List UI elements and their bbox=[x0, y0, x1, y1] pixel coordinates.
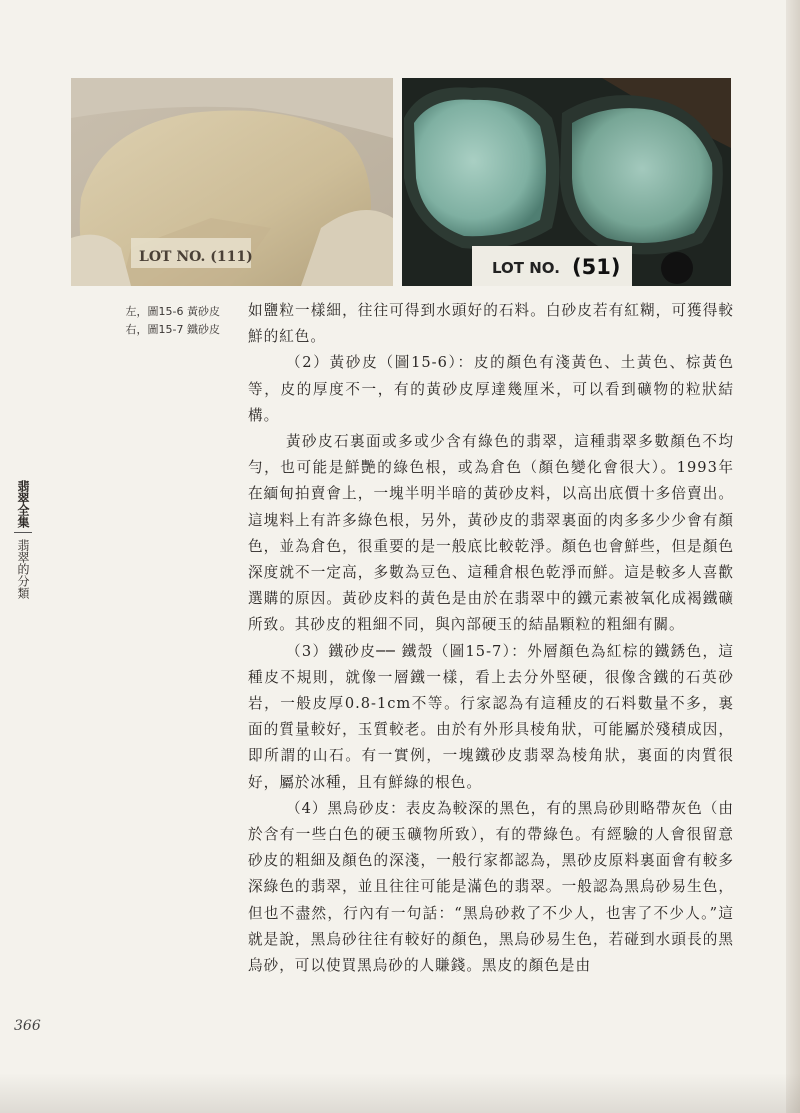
page-number: 366 bbox=[14, 1018, 41, 1034]
iron-sand-skin-image bbox=[402, 78, 731, 286]
bottom-shadow bbox=[0, 1073, 800, 1113]
side-tab bbox=[14, 480, 32, 599]
caption-right: 右，圖15-7 鐵砂皮 bbox=[125, 323, 220, 336]
yellow-sand-skin-image bbox=[71, 78, 393, 286]
paragraph-iron-sand-skin: （3）鐵砂皮── 鐵殼（圖15-7）：外層顏色為紅棕的鐵銹色，這種皮不規則，就像一層鐵一樣，看上去分外堅硬，很像含鐵的石英砂岩，一般皮厚0.8-1cm不等。行家認為有這種皮的石料數量不多，裏面的質量較好，玉質較老。由於有外形具棱角狀，可能屬於殘積成因，即所謂的山石。有一實例，一塊鐵砂皮翡翠為棱角狀，裏面的肉質很好，屬於冰種，且有鮮綠的根色。 bbox=[248, 642, 734, 791]
paragraph-white-sand-cont: 如鹽粒一樣細，往往可得到水頭好的石料。白砂皮若有紅糊，可獲得較鮮的紅色。 bbox=[248, 302, 734, 346]
photo-iron-sand-skin bbox=[402, 78, 731, 286]
lot-tag-right-label: LOT NO. bbox=[492, 259, 560, 277]
paragraph-black-sand-skin: （4）黑烏砂皮：表皮為較深的黑色，有的黑烏砂則略帶灰色（由於含有一些白色的硬玉礦物所致），有的帶綠色。有經驗的人會很留意砂皮的粗細及顏色的深淺，一般行家都認為，黑砂皮原料裏面會有較多深綠色的翡翠，並且往往可能是滿色的翡翠。一般認為黑烏砂易生色，但也不盡然，行內有一句話：“黑烏砂救了不少人，也害了不少人。”這就是說，黑烏砂往往有較好的顏色，黑烏砂易生色，若碰到水頭長的黑烏砂，可以使買黑烏砂的人賺錢。黑皮的顏色是由 bbox=[248, 799, 734, 975]
photo-yellow-sand-skin bbox=[71, 78, 393, 286]
side-tab-divider bbox=[14, 532, 32, 533]
paragraph-yellow-sand-skin: （2）黃砂皮（圖15-6）：皮的顏色有淺黃色、土黃色、棕黃色等，皮的厚度不一，有的黃砂皮厚達幾厘米，可以看到礦物的粒狀結構。 bbox=[248, 354, 734, 424]
figure-captions bbox=[100, 303, 220, 339]
side-tab-book: 翡翠全集 bbox=[16, 480, 30, 528]
page-edge bbox=[786, 0, 800, 1113]
lot-tag-right-number: (51) bbox=[572, 255, 621, 279]
paragraph-yellow-sand-detail: 黃砂皮石裏面或多或少含有綠色的翡翠，這種翡翠多數顏色不均勻，也可能是鮮艷的綠色根，或為倉色（顏色變化會很大）。1993年在緬甸拍賣會上，一塊半明半暗的黃砂皮料，以高出底價十多倍賣出。這塊料上有許多綠色根，另外，黃砂皮的翡翠裏面的肉多多少少會有顏色，並為倉色，很重要的是一般底比較乾淨。顏色也會鮮些，但是顏色深度就不一定高，多數為豆色、這種倉根色乾淨而鮮。這是較多人喜歡選購的原因。黃砂皮料的黃色是由於在翡翠中的鐵元素被氧化成褐鐵礦所致。其砂皮的粗細不同，與內部硬玉的結晶顆粒的粗細有關。 bbox=[248, 433, 734, 634]
caption-left: 左，圖15-6 黃砂皮 bbox=[125, 305, 220, 318]
body-text bbox=[248, 298, 734, 979]
lot-tag-left: LOT NO. (111) bbox=[139, 249, 253, 265]
side-tab-chapter: 翡翠的分類 bbox=[16, 539, 30, 599]
